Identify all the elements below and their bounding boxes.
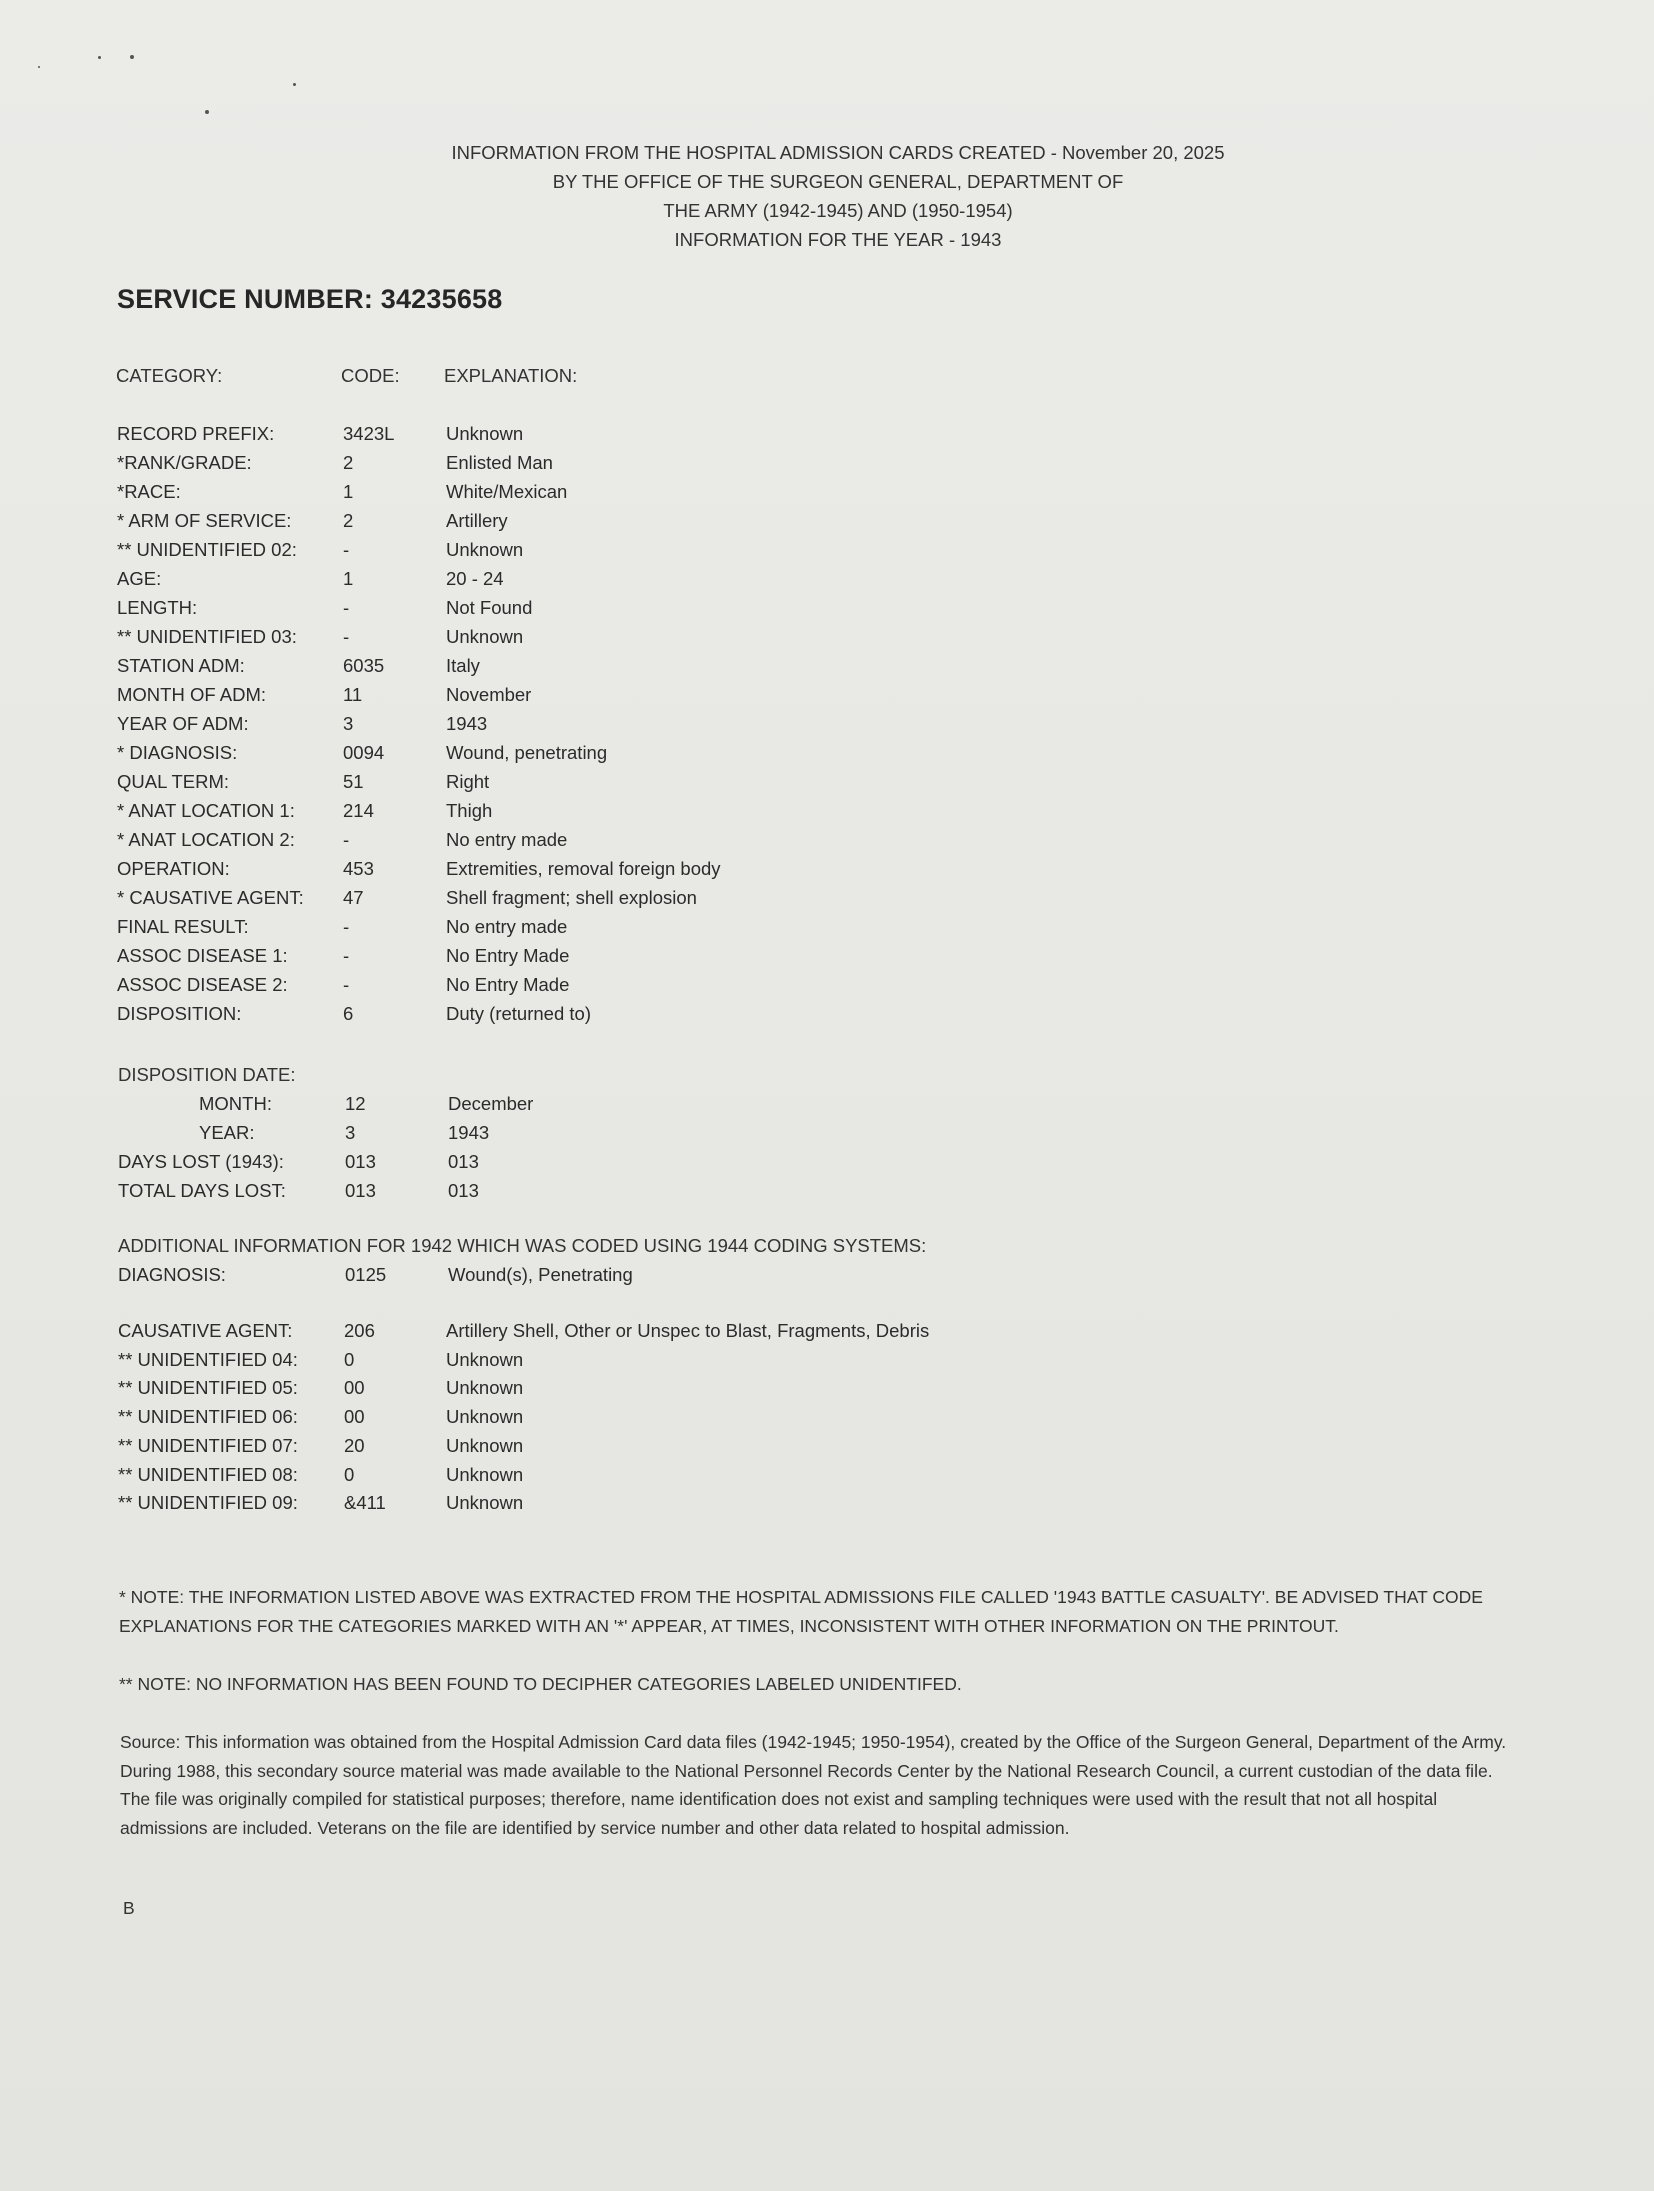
record-category: QUAL TERM: [117, 771, 230, 792]
additional-diagnosis-code: 0125 [345, 1264, 387, 1285]
record-code: - [343, 945, 350, 966]
table-row [0, 1349, 1654, 1378]
record-code: 3 [343, 713, 354, 734]
disposition-year-explanation: 1943 [448, 1122, 490, 1143]
additional-category: ** UNIDENTIFIED 08: [118, 1463, 298, 1485]
additional-category: ** UNIDENTIFIED 07: [118, 1434, 298, 1456]
footer-mark: B [123, 1898, 135, 1918]
disposition-year-label: YEAR: [199, 1122, 255, 1143]
record-category: * ANAT LOCATION 2: [117, 829, 295, 850]
additional-explanation: Unknown [446, 1434, 524, 1456]
record-category: RECORD PREFIX: [117, 423, 275, 444]
record-category: YEAR OF ADM: [117, 713, 249, 734]
table-row [0, 945, 1654, 974]
additional-category: ** UNIDENTIFIED 06: [118, 1406, 298, 1428]
table-row [0, 1377, 1654, 1406]
total-days-lost-explanation: 013 [448, 1180, 479, 1201]
record-category: ASSOC DISEASE 2: [117, 974, 288, 995]
record-category: OPERATION: [117, 858, 230, 879]
record-category: *RANK/GRADE: [117, 452, 252, 473]
speck [98, 56, 101, 59]
table-row [0, 568, 1654, 597]
record-explanation: Unknown [446, 423, 524, 444]
additional-explanation: Unknown [446, 1492, 524, 1514]
record-explanation: Right [446, 771, 490, 792]
additional-category: ** UNIDENTIFIED 09: [118, 1492, 298, 1514]
days-lost-explanation: 013 [448, 1151, 479, 1172]
record-explanation: Italy [446, 655, 480, 676]
table-row [0, 1492, 1654, 1521]
table-row [0, 1464, 1654, 1493]
table-row [0, 800, 1654, 829]
additional-code: 0 [344, 1463, 355, 1485]
disposition-month-code: 12 [345, 1093, 366, 1114]
record-category: ASSOC DISEASE 1: [117, 945, 288, 966]
total-days-lost-code: 013 [345, 1180, 376, 1201]
table-row [0, 510, 1654, 539]
record-code: 2 [343, 510, 354, 531]
record-category: * DIAGNOSIS: [117, 742, 238, 763]
disposition-year-code: 3 [345, 1122, 356, 1143]
table-row [0, 1406, 1654, 1435]
record-code: 47 [343, 887, 364, 908]
table-row [0, 481, 1654, 510]
record-explanation: No Entry Made [446, 974, 570, 995]
table-row [0, 423, 1654, 452]
header-line-1: INFORMATION FROM THE HOSPITAL ADMISSION CARDS CREATED - November 20, 2025 [451, 142, 1225, 163]
table-row [0, 597, 1654, 626]
record-code: 6 [343, 1003, 354, 1024]
record-explanation: Not Found [446, 597, 533, 618]
additional-diagnosis-label: DIAGNOSIS: [118, 1264, 226, 1285]
table-row [0, 626, 1654, 655]
table-row [0, 684, 1654, 713]
disposition-month-explanation: December [448, 1093, 534, 1114]
table-row [0, 771, 1654, 800]
column-header-category: CATEGORY: [116, 365, 223, 386]
record-code: 11 [343, 684, 363, 705]
table-row [0, 452, 1654, 481]
record-explanation: Unknown [446, 539, 524, 560]
table-row [0, 974, 1654, 1003]
table-row [0, 742, 1654, 771]
record-category: LENGTH: [117, 597, 198, 618]
record-explanation: 1943 [446, 713, 488, 734]
service-number: SERVICE NUMBER: 34235658 [117, 284, 503, 314]
record-code: - [343, 539, 350, 560]
record-category: *RACE: [117, 481, 181, 502]
record-explanation: 20 - 24 [446, 568, 504, 589]
additional-category: ** UNIDENTIFIED 05: [118, 1377, 298, 1399]
record-code: - [343, 829, 350, 850]
record-explanation: Thigh [446, 800, 493, 821]
additional-code: 00 [344, 1406, 365, 1428]
additional-category: ** UNIDENTIFIED 04: [118, 1348, 298, 1370]
note-double-asterisk: ** NOTE: NO INFORMATION HAS BEEN FOUND TO DECIPHER CATEGORIES LABELED UNIDENTIFED. [119, 1674, 962, 1694]
record-code: 1 [343, 568, 354, 589]
days-lost-label: DAYS LOST (1943): [118, 1151, 284, 1172]
record-code: 214 [343, 800, 374, 821]
table-row [0, 539, 1654, 568]
record-category: * ANAT LOCATION 1: [117, 800, 295, 821]
record-explanation: Extremities, removal foreign body [446, 858, 721, 879]
record-category: DISPOSITION: [117, 1003, 242, 1024]
record-explanation: Duty (returned to) [446, 1003, 591, 1024]
additional-info-heading: ADDITIONAL INFORMATION FOR 1942 WHICH WAS CODED USING 1944 CODING SYSTEMS: [118, 1235, 927, 1256]
record-category: STATION ADM: [117, 655, 245, 676]
table-row [0, 858, 1654, 887]
record-code: - [343, 916, 350, 937]
disposition-date-label: DISPOSITION DATE: [118, 1064, 296, 1085]
record-category: AGE: [117, 568, 162, 589]
table-row [0, 916, 1654, 945]
additional-code: 20 [344, 1434, 365, 1456]
table-row [0, 655, 1654, 684]
total-days-lost-label: TOTAL DAYS LOST: [118, 1180, 286, 1201]
disposition-month-label: MONTH: [199, 1093, 272, 1114]
record-category: FINAL RESULT: [117, 916, 249, 937]
record-code: 0094 [343, 742, 385, 763]
column-header-explanation: EXPLANATION: [444, 365, 578, 386]
additional-code: 0 [344, 1348, 355, 1370]
additional-explanation: Unknown [446, 1463, 524, 1485]
table-row [0, 829, 1654, 858]
speck [293, 83, 296, 86]
record-explanation: Enlisted Man [446, 452, 553, 473]
record-code: 6035 [343, 655, 385, 676]
additional-code: 00 [344, 1377, 365, 1399]
days-lost-code: 013 [345, 1151, 376, 1172]
additional-diagnosis-explanation: Wound(s), Penetrating [448, 1264, 633, 1285]
additional-explanation: Unknown [446, 1406, 524, 1428]
speck [130, 55, 134, 59]
record-explanation: November [446, 684, 532, 705]
record-explanation: White/Mexican [446, 481, 568, 502]
record-code: 51 [343, 771, 364, 792]
table-row [0, 1320, 1654, 1349]
record-code: 2 [343, 452, 354, 473]
document-header [0, 138, 1654, 254]
header-line-3: THE ARMY (1942-1945) AND (1950-1954) [663, 200, 1013, 221]
note-asterisk: * NOTE: THE INFORMATION LISTED ABOVE WAS EXTRACTED FROM THE HOSPITAL ADMISSIONS FILE CALLED '1943 BATTLE CASUALTY'. BE ADVISED THAT CODE EXPLANATIONS FOR THE CATEGORIES MARKED WITH AN '*' APPEAR, AT TIMES, INCONSISTENT WITH OTHER INFORMATION ON THE PRINTOUT. [119, 1587, 1483, 1636]
additional-code: &411 [344, 1492, 386, 1514]
record-code: 453 [343, 858, 374, 879]
table-row [0, 713, 1654, 742]
additional-explanation: Artillery Shell, Other or Unspec to Blast, Fragments, Debris [446, 1320, 930, 1341]
record-explanation: No entry made [446, 916, 568, 937]
record-explanation: Unknown [446, 626, 524, 647]
record-category: * ARM OF SERVICE: [117, 510, 292, 531]
record-code: 3423L [343, 423, 395, 444]
record-explanation: Shell fragment; shell explosion [446, 887, 697, 908]
record-explanation: No Entry Made [446, 945, 570, 966]
record-code: 1 [343, 481, 354, 502]
record-category: ** UNIDENTIFIED 02: [117, 539, 297, 560]
additional-explanation: Unknown [446, 1377, 524, 1399]
speck [205, 110, 209, 114]
header-line-4: INFORMATION FOR THE YEAR - 1943 [674, 229, 1002, 250]
column-header-code: CODE: [341, 365, 400, 386]
table-row [0, 1435, 1654, 1464]
additional-explanation: Unknown [446, 1348, 524, 1370]
record-code: - [343, 597, 350, 618]
header-line-2: BY THE OFFICE OF THE SURGEON GENERAL, DEPARTMENT OF [552, 171, 1124, 192]
speck [38, 66, 40, 68]
record-category: ** UNIDENTIFIED 03: [117, 626, 297, 647]
additional-category: CAUSATIVE AGENT: [118, 1320, 293, 1341]
additional-code: 206 [344, 1320, 375, 1341]
table-row [0, 1003, 1654, 1032]
record-explanation: Wound, penetrating [446, 742, 608, 763]
record-code: - [343, 974, 350, 995]
source-paragraph: Source: This information was obtained from the Hospital Admission Card data files (1942-1945; 1950-1954), created by the Office of the Surgeon General, Department of the Army. During 1988, this secondary source material was made available to the National Personnel Records Center by the National Research Council, a current custodian of the data file. The file was originally compiled for statistical purposes; therefore, name identification does not exist and sampling techniques were used with the result that not all hospital admissions are included. Veterans on the file are identified by service number and other data related to hospital admission. [120, 1732, 1507, 1838]
record-category: * CAUSATIVE AGENT: [117, 887, 304, 908]
record-explanation: No entry made [446, 829, 568, 850]
record-category: MONTH OF ADM: [117, 684, 267, 705]
table-row [0, 887, 1654, 916]
record-explanation: Artillery [446, 510, 508, 531]
record-code: - [343, 626, 350, 647]
